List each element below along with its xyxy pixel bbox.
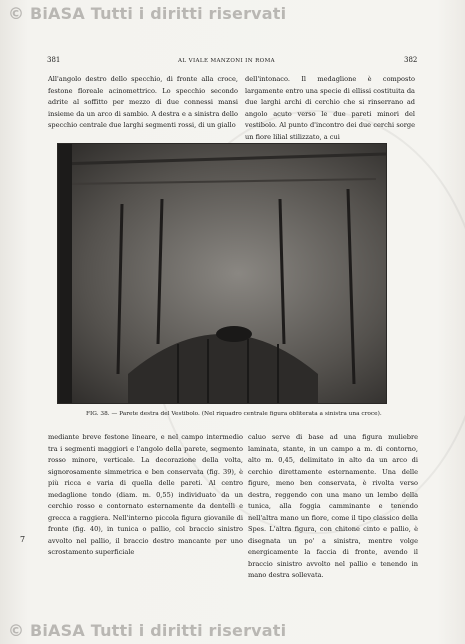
watermark-bottom	[0, 621, 465, 641]
running-title: AL VIALE MANZONI IN ROMA	[178, 58, 275, 64]
watermark-top	[0, 4, 465, 24]
text-column-top-right	[245, 74, 415, 143]
text-column-top-left	[48, 74, 238, 132]
watermark-text: © BiASA Tutti i diritti riservati	[8, 621, 287, 640]
paragraph: dell'intonaco. Il medaglione è composto largamente entro una specie di ellissi costituita da due larghi archi di cerchio che si rinserrano ad angolo acuto verso le due pareti minori del vestibolo. Al punto d'incontro dei due cerchi sorge un fiore lilial stilizzato, a cui	[245, 75, 415, 141]
watermark-text: © BiASA Tutti i diritti riservati	[8, 4, 287, 23]
paragraph: mediante breve festone lineare, e nel campo intermedio tra i segmenti maggiori e l'angolo della parete, segmento rosso minore, verticale. La decorazione della volta, signorosamente simmetrica e ben conservata (fig. 39), è più ricca e varia di quella delle pareti. Al centro medaglione tondo (diam. m. 0,55) individuato da un cerchio rosso e contornato esternamente da dentelli e grecca a raggiera. Nell'interno piccola figura giovanile di fronte (fig. 40), in tunica o pallio, col braccio sinistro avvolto nel pallio, il braccio destro mancante per uno scrostamento superficiale	[48, 433, 243, 556]
figure-photograph	[57, 143, 387, 404]
paragraph: All'angolo destro dello specchio, di fronte alla croce, festone floreale acinomettrico. Lo specchio secondo adrite al soffitto per mezzo di due connessi mansi insieme da un arco di sambio. A destra e a sinistra dello specchio centrale due larghi segmenti rossi, di un giallo	[48, 75, 238, 129]
margin-mark: 7	[20, 535, 26, 544]
text-column-bottom-left	[48, 432, 243, 559]
text-column-bottom-right	[248, 432, 418, 582]
page-number-right: 382	[404, 56, 418, 64]
fresco-photo-icon	[58, 144, 386, 403]
page-number-left: 381	[47, 56, 61, 64]
figure-caption: FIG. 38. — Parete destra del Vestibolo. (Nel riquadro centrale figura obliterata a sinistra una croce).	[86, 411, 382, 417]
paragraph: caluo serve di base ad una figura muliebre laminata, stante, in un campo a m. di contorno, alto m. 0,45, delimitato in alto da un arco di cerchio direttamente esternamente. Una delle figure, meno ben conservata, è rivolta verso destra, reggendo con una mano un lembo della tunica, alla foggia camminante e tenendo nell'altra mano un fiore, come il tipo classico della Spes. L'altra figura, con chitone cinto e pallio, è disegnata un po' a sinistra, mentre volge energicamente la faccia di fronte, avendo il braccio sinistro avvolto nel pallio e tenendo in mano destra sollevata.	[248, 433, 418, 579]
